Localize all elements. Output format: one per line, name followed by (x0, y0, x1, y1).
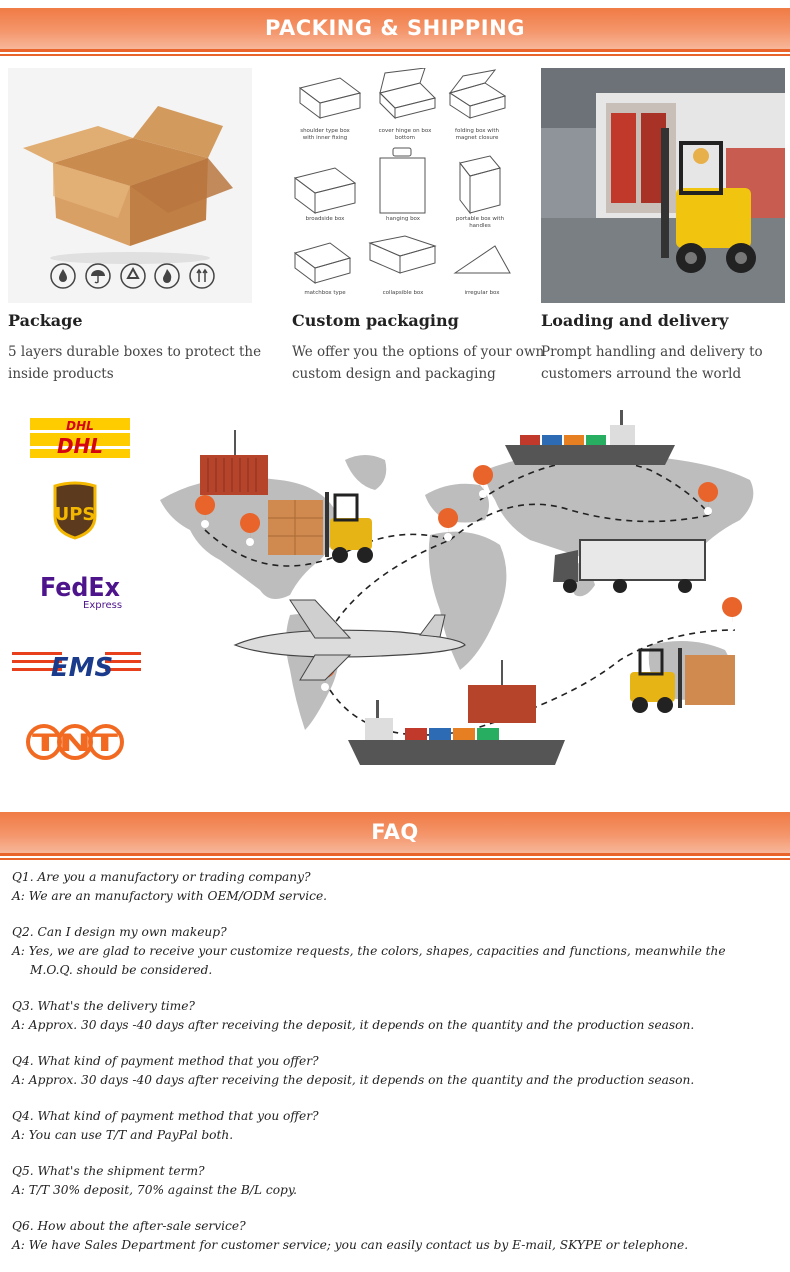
package-care-icons (50, 263, 215, 289)
card-desc-custom-packaging (292, 341, 544, 385)
faq-answer: A: Approx. 30 days -40 days after receiving the deposit, it depends on the quantity and the production season. (12, 1018, 695, 1032)
faq-answer: A: Approx. 30 days -40 days after receiving the deposit, it depends on the quantity and the production season. (12, 1073, 695, 1087)
forklift-cargo-icon (268, 492, 373, 563)
airplane-icon (235, 600, 465, 680)
dhl-text: DHL (56, 434, 104, 458)
faq-question: Q1. Are you a manufactory or trading company? (12, 870, 311, 884)
faq-item (12, 997, 782, 1035)
fedex-logo (10, 562, 150, 622)
ems-logo (10, 636, 150, 696)
card-title-loading-delivery: Loading and delivery (541, 311, 729, 330)
faq-question: Q2. Can I design my own makeup? (12, 925, 227, 939)
card-title-custom-packaging: Custom packaging (292, 311, 459, 330)
box-type-label-1: shoulder type box with inner fixing (300, 128, 350, 141)
faq-question: Q5. What's the shipment term? (12, 1164, 205, 1178)
this-way-up-icon (189, 263, 215, 289)
fedex-text: FedEx (40, 573, 121, 603)
box-type-label-5: hanging box (385, 216, 421, 222)
box-type-label-2: cover hinge on box bottom (378, 128, 432, 141)
faq-answer: A: T/T 30% deposit, 70% against the B/L copy. (12, 1183, 297, 1197)
card-desc-line: customers arround the world (541, 366, 742, 382)
box-type-label-4: broadside box (305, 216, 345, 222)
card-desc-line: inside products (8, 366, 114, 382)
packing-shipping-banner (0, 8, 790, 52)
dhl-logo (10, 408, 150, 468)
cargo-ship-icon (505, 410, 675, 465)
faq-title: FAQ (371, 820, 419, 844)
fedex-express-text: Express (83, 600, 123, 611)
tnt-text: TNT (32, 729, 120, 757)
package-box-image (8, 68, 252, 303)
card-desc-line: custom design and packaging (292, 366, 496, 382)
custom-box-types-image (285, 68, 525, 303)
tnt-logo (10, 712, 150, 772)
faq-answer: A: You can use T/T and PayPal both. (12, 1128, 234, 1142)
forklift-loading-photo (541, 68, 785, 303)
faq-item (12, 868, 782, 906)
faq-banner (0, 812, 790, 856)
faq-answer-continued: M.O.Q. should be considered. (30, 963, 213, 977)
ems-text: EMS (50, 653, 114, 683)
box-type-label-7: matchbox type (304, 290, 346, 296)
ups-logo (10, 480, 150, 542)
faq-item (12, 1107, 782, 1145)
packing-shipping-title: PACKING & SHIPPING (265, 16, 525, 40)
card-desc-line: We offer you the options of your own (292, 344, 545, 360)
faq-answer: A: Yes, we are glad to receive your customize requests, the colors, shapes, capacities and functions, meanwhile the (12, 944, 726, 958)
umbrella-icon (85, 263, 111, 289)
faq-question: Q4. What kind of payment method that you offer? (12, 1109, 319, 1123)
box-type-label-9: irregular box (464, 290, 500, 296)
recycle-icon (120, 263, 146, 289)
hanging-container-icon (200, 430, 268, 495)
card-desc-line: Prompt handling and delivery to (541, 344, 763, 360)
faq-item (12, 1052, 782, 1090)
world-shipping-map (150, 400, 785, 775)
box-type-label-8: collapsible box (382, 290, 424, 296)
faq-question: Q4. What kind of payment method that you offer? (12, 1054, 319, 1068)
card-desc-package (8, 341, 261, 385)
faq-list (12, 868, 782, 1272)
card-desc-line: 5 layers durable boxes to protect the (8, 344, 262, 360)
faq-answer: A: We are an manufactory with OEM/ODM service. (12, 889, 328, 903)
faq-question: Q3. What's the delivery time? (12, 999, 195, 1013)
faq-answer: A: We have Sales Department for customer service; you can easily contact us by E-mail, SKYPE or telephone. (12, 1238, 689, 1252)
box-type-label-6: portable box with handles (455, 216, 505, 229)
box-types-illustration (285, 68, 525, 303)
faq-question: Q6. How about the after-sale service? (12, 1219, 246, 1233)
hanging-container-icon (468, 660, 536, 723)
faq-item (12, 1162, 782, 1200)
card-title-package: Package (8, 311, 83, 330)
card-desc-loading-delivery (541, 341, 763, 385)
forklift-truck-icon (541, 68, 785, 303)
ups-text: UPS (54, 504, 96, 525)
faq-item (12, 923, 782, 980)
dhl-text-top: DHL (66, 419, 94, 433)
flame-icon (154, 263, 180, 289)
water-drop-icon (50, 263, 76, 289)
faq-item (12, 1217, 782, 1255)
box-type-label-3: folding box with magnet closure (455, 128, 499, 141)
